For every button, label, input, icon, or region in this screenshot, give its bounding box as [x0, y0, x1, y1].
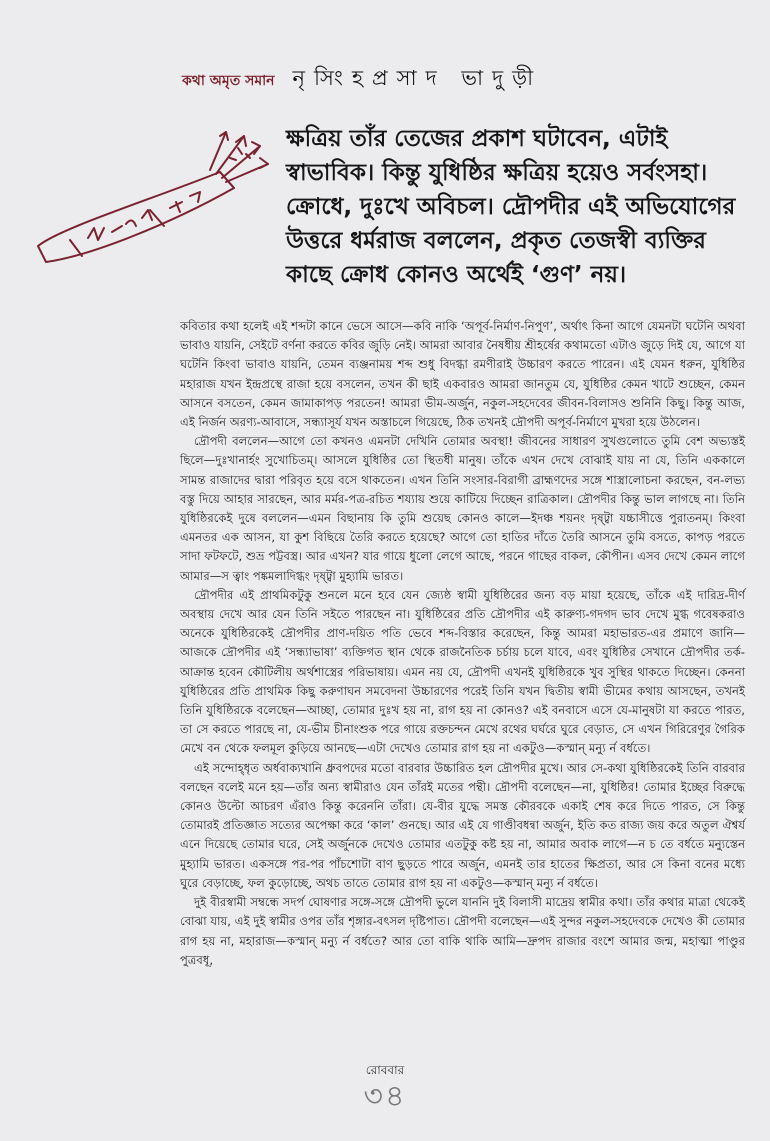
body-paragraph: এই সন্দোহ্ধৃত অর্ধবাক্যখানি ধ্রুবপদের মতো বারবার উচ্চারিত হল দ্রৌপদীর মুখে। আর সে-কথা যুধিষ্ঠিরকেই তিনি বারবার বলছেন বলেই মনে হয়—তাঁর অন্য স্বামীরাও যেন তাঁরই মতের পন্থী। দ্রৌপদী বলেছেন—না, যুধিষ্ঠির! তোমার ইচ্ছের বিরুদ্ধে কোনও উল্টো আচরণ এঁরাও কিন্তু করেননি তাঁরা। যে-বীর যুদ্ধে সমস্ত কৌরবকে একাই শেষ করে দিতে পারত, সে কিন্তু তোমারই প্রতিজ্ঞাত সত্যের অপেক্ষা করে ‘কাল’ গুনছে। আর এই যে গাণ্ডীবধন্বা অর্জুন, ইতি কত রাজ্য জয় করে অতুল ঐশ্বর্য এনে দিয়েছে তোমার ঘরে, সেই অর্জুনকে দেখেও তোমার এতটুকু কষ্ট হয় না, আমার অবাক লাগে—ন চ তে বর্ধতে মন্যুস্তেন মুহ্যামি ভারত। একসঙ্গে পর-পর পাঁচশোটা বাণ ছুড়তে পারে অর্জুন, এমনই তার হাতের ক্ষিপ্রতা, আর সে কিনা বনের মধ্যে ঘুরে বেড়াচ্ছে, ফল কুড়োচ্ছে, অথচ তাতে তোমার রাগ হয় না একটুও—কস্মান্ মন্যু র্ন বর্ধতে। — [180, 760, 745, 890]
page-number: ৩৪ — [363, 1079, 407, 1114]
author-name: নৃসিংহপ্রসাদ ভাদুড়ী — [292, 66, 543, 90]
body-paragraph: দুই বীরস্বামী সম্বন্ধে সদর্প ঘোষণার সঙ্গে-সঙ্গে দ্রৌপদী ভুলে যাননি দুই বিলাসী মাদ্রেয় স্বামীর কথা। তাঁর কথার মাত্রা থেকেই বোঝা যায়, এই দুই স্বামীর ওপর তাঁর শৃঙ্গার-বৎসল দৃষ্টিপাত। দ্রৌপদী বলেছেন—এই সুন্দর নকুল-সহদেবকে দেখেও কী তোমার রাগ হয় না, মহারাজ—কস্মান্ মন্যু র্ন বর্ধতে? আর তো বাকি থাকি আমি—দ্রুপদ রাজার বংশে আমার জন্ম, মহাত্মা পাণ্ডুর পুত্রবধূ, — [180, 895, 745, 967]
body-paragraph: কবিতার কথা হলেই এই শব্দটা কানে ভেসে আসে—কবি নাকি ‘অপূর্ব-নির্মাণ-নিপুণ’, অর্থাৎ কিনা আগে যেমনটা ঘটেনি অথবা ভাবাও যায়নি, সেইটে বর্ণনা করতে কবির জুড়ি নেই। আমরা আবার নৈষধীয় শ্রীহর্ষের কথামতো এটাও জুড়ে দিই যে, আগে যা ঘটেনি কিংবা ভাবাও যায়নি, তেমন ব্যঞ্জনাময় শব্দ শুধু বিদগ্ধা রমণীরাই উচ্চারণ করতে পারেন। এই যেমন ধরুন, যুধিষ্ঠির মহারাজ যখন ইন্দ্রপ্রস্থে রাজা হয়ে বসলেন, তখন কী ছাই একবারও আমরা জানতুম যে, যুধিষ্ঠির কেমন খাটে শুচ্ছেন, কেমন আসনে বসতেন, কেমন জামাকাপড় পরতেন! আমরা ভীম-অর্জুন, নকুল-সহদেবের জীবন-বিলাসও শুনিনি কিছু। কিন্তু আজ, এই নির্জন অরণ্য-আবাসে, সন্ধ্যাসূর্য যখন অস্তাচলে গিয়েছে, ঠিক তখনই দ্রৌপদী অপূর্ব-নির্মাণে মুখরা হয়ে উঠলেন। — [180, 319, 745, 430]
body-paragraph: দ্রৌপদীর এই প্রাথমিকটুকু শুনলে মনে হবে যেন জ্যেষ্ঠ স্বামী যুধিষ্ঠিরের জন্য বড় মায়া হয়েছে, তাঁকে এই দারিদ্র-দীর্ণ অবস্থায় দেখে আর যেন তিনি সইতে পারছেন না। যুধিষ্ঠিরের প্রতি দ্রৌপদীর এই কারুণ্য-গদগদ ভাব দেখে মুগ্ধ গবেষকরাও অনেকে যুধিষ্ঠিরকেই দ্রৌপদীর প্রাণ-দয়িত পতি ভেবে শব্দ-বিস্তার করেছেন, কিন্তু আমরা মহাভারত-এর প্রমাণে জানি—আজকে দ্রৌপদীর এই ‘সন্ধ্যাভাষা’ ব্যক্তিগত স্থান থেকে রাজনৈতিক চর্চায় চলে যাবে, এবং যুধিষ্ঠির সেখানে দ্রৌপদীর তর্ক-আক্রান্ত হবেন কৌটিলীয় অর্থশাস্ত্রের পরিভাষায়। এমন নয় যে, দ্রৌপদী এখনই যুধিষ্ঠিরকে খুব সুস্থির থাকতে দিচ্ছেন। কেননা যুধিষ্ঠিরের প্রতি প্রাথমিক কিছু করুণাঘন সমবেদনা উচ্চারণের পরেই তিনি যখন দ্বিতীয় স্বামী ভীমের কথায় আসছেন, তখনই তিনি যুধিষ্ঠিরকে বলেছেন—আচ্ছা, তোমার দুঃখ হয় না, রাগ হয় না কোনও? এই বনবাসে এসে যে-মানুষটা যা করতে পারত, তা সে করতে পারছে না, যে-ভীম চীনাংশুক পরে গায়ে রক্তচন্দন মেখে রথের ঘর্ঘরে ঘুরে বেড়াত, সে এখন গিরিরেণুর গৈরিক মেখে বন থেকে ফলমূল কুড়িয়ে আনছে—এটা দেখেও তোমার রাগ হয় না একটুও—কস্মান্ মন্যু র্ন বর্ধতে। — [180, 587, 745, 756]
series-title: কথা অমৃত সমান — [182, 73, 275, 89]
article-body — [180, 317, 745, 970]
lead-text: ক্ষত্রিয় তাঁর তেজের প্রকাশ ঘটাবেন, এটাই স্বাভাবিক। কিন্তু যুধিষ্ঠির ক্ষত্রিয় হয়েও সর্বংসহা। ক্রোধে, দুঃখে অবিচল। দ্রৌপদীর এই অভিযোগের উত্তরে ধর্মরাজ বললেন, প্রকৃত তেজস্বী ব্যক্তির কাছে ক্রোধ কোনও অর্থেই ‘গুণ’ নয়। — [286, 126, 736, 288]
quiver-of-arrows-icon — [30, 128, 280, 278]
lead-quote — [286, 122, 742, 292]
body-paragraph: দ্রৌপদী বললেন—আগে তো কখনও এমনটা দেখিনি তোমার অবস্থা! জীবনের সাধারণ সুখগুলোতে তুমি বেশ অভ্যস্তই ছিলে—দুঃখানার্হং সুখোচিতম্। আসলে যুধিষ্ঠির তো স্থিতধী মানুষ। তাঁকে এখন দেখে বোঝাই যায় না যে, তিনি এককালে সামন্ত রাজাদের দ্বারা পরিবৃত হয়ে বসে থাকতেন। এখন তিনি সংসার-বিরাগী ব্রাহ্মণদের সঙ্গে শাস্ত্রালোচনা করছেন, বন-লভ্য বস্তু দিয়ে আহার সারছেন, আর মর্মর-পত্র-রচিত শয্যায় শুয়ে কাটিয়ে দিচ্ছেন রাত্রিকাল। দ্রৌপদীর কিন্তু ভাল লাগছে না। তিনি যুধিষ্ঠিরকেই দুষে বললেন—এমন বিছানায় কি তুমি শুয়েছ কোনও কালে—ইদঞ্চ শয়নং দৃষ্ট্বা যচ্চাসীত্তে পুরাতনম্। কিংবা এমনতর এক আসন, যা কুশ বিছিয়ে তৈরি করতে হয়েছে? আগে তো হাতির দাঁতে তৈরি আসনে তুমি বসতে, কাপড় পরতে সাদা ফটফটে, শুভ্র পট্টবস্ত্র। আর এখন? যার গায়ে ধুলো লেগে আছে, পরনে গাছের বাকল, কৌপীন। এসব দেখে কেমন লাগে আমার—স ত্বাং পঙ্কমলাদিগ্ধং দৃষ্ট্বা মুহ্যামি ভারত। — [180, 434, 745, 583]
magazine-name: রোববার — [365, 1063, 405, 1077]
column-header — [182, 62, 742, 92]
